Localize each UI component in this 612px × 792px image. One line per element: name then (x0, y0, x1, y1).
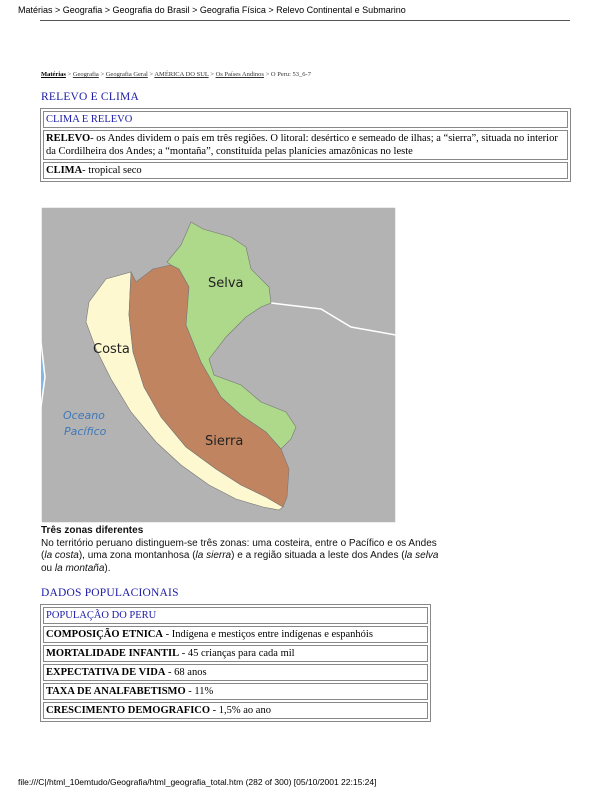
caption-part: No território peruano distinguem-se três zonas: uma costeira, entre o Pacífico e os Andes ( (41, 537, 437, 561)
nav-separator: > (98, 71, 106, 78)
nav-separator: > (208, 71, 216, 78)
ocean-label-line1: Oceano (63, 409, 105, 422)
costa-label: Costa (93, 342, 130, 357)
populacao-table (40, 604, 431, 722)
row-label: COMPOSIÇÃO ETNICA (46, 629, 163, 640)
table-row (43, 162, 568, 179)
caption-part-italic: la costa (44, 550, 79, 561)
caption-part-italic: la sierra (195, 550, 232, 561)
section-title-dados-populacionais: DADOS POPULACIONAIS (41, 587, 179, 599)
section-breadcrumb (41, 71, 311, 78)
top-breadcrumb: Matérias > Geografia > Geografia do Brasil > Geografia Física > Relevo Continental e Submarino (18, 5, 406, 15)
caption-title: Três zonas diferentes (41, 525, 144, 536)
section-title-relevo-clima: RELEVO E CLIMA (41, 91, 139, 103)
nav-separator: > (147, 71, 155, 78)
caption-text (41, 538, 441, 576)
row-label: MORTALIDADE INFANTIL (46, 648, 180, 659)
row-label: CRESCIMENTO DEMOGRAFICO (46, 705, 211, 716)
peru-zones-map (41, 207, 396, 523)
caption-part-italic: la montaña (54, 562, 105, 574)
caption-part: ) e a região situada a leste dos Andes ( (231, 550, 405, 561)
row-text: - os Andes dividem o país em três regiões. O litoral: desértico e semeado de ilhas; a “sierra”, situada no interior da Cordilheira dos Andes; a “montaña”, constituída pelas planícies amazônicas no leste (46, 133, 558, 157)
row-text: - 45 crianças para cada mil (179, 648, 295, 659)
nav-separator: > (263, 71, 271, 78)
row-label: EXPECTATIVA DE VIDA (46, 667, 166, 678)
nav-separator: > (65, 71, 73, 78)
row-label: CLIMA (46, 165, 83, 176)
selva-label: Selva (208, 276, 244, 291)
row-text: - tropical seco (82, 165, 142, 176)
map-caption (41, 525, 441, 575)
caption-part: ou (41, 562, 55, 574)
table-row (43, 626, 428, 643)
clima-relevo-table (40, 108, 571, 182)
nav-link-geografia[interactable]: Geografia (72, 71, 99, 78)
sierra-label: Sierra (205, 434, 244, 449)
caption-part-italic: la selva (404, 550, 439, 561)
row-text: - 1,5% ao ano (210, 705, 271, 716)
nav-current-page: O Peru: 53_6-7 (270, 71, 311, 78)
nav-link-america-do-sul[interactable]: AMÉRICA DO SUL (154, 71, 209, 78)
table-header: CLIMA E RELEVO (43, 111, 568, 128)
table-header: POPULAÇÃO DO PERU (43, 607, 428, 624)
row-label: TAXA DE ANALFABETISMO (46, 686, 186, 697)
caption-part: ), uma zona montanhosa ( (78, 550, 196, 561)
nav-link-materias[interactable]: Matérias (41, 71, 66, 78)
row-label: RELEVO (46, 133, 91, 144)
caption-part: ). (104, 562, 111, 574)
row-text: - Indígena e mestiços entre indígenas e espanhóis (162, 629, 373, 640)
table-row (43, 683, 428, 700)
table-row (43, 645, 428, 662)
header-divider (40, 20, 570, 21)
page-footer-path: file:///C|/html_10emtudo/Geografia/html_geografia_total.htm (282 of 300) [05/10/2001 22:15:24] (18, 777, 377, 787)
nav-link-paises-andinos[interactable]: Os Países Andinos (215, 71, 264, 78)
table-row (43, 130, 568, 160)
ocean-label-line2: Pacífico (64, 425, 107, 438)
row-text: - 11% (185, 686, 214, 697)
nav-link-geografia-geral[interactable]: Geografia Geral (105, 71, 148, 78)
row-text: - 68 anos (165, 667, 207, 678)
table-row (43, 702, 428, 719)
table-row (43, 664, 428, 681)
